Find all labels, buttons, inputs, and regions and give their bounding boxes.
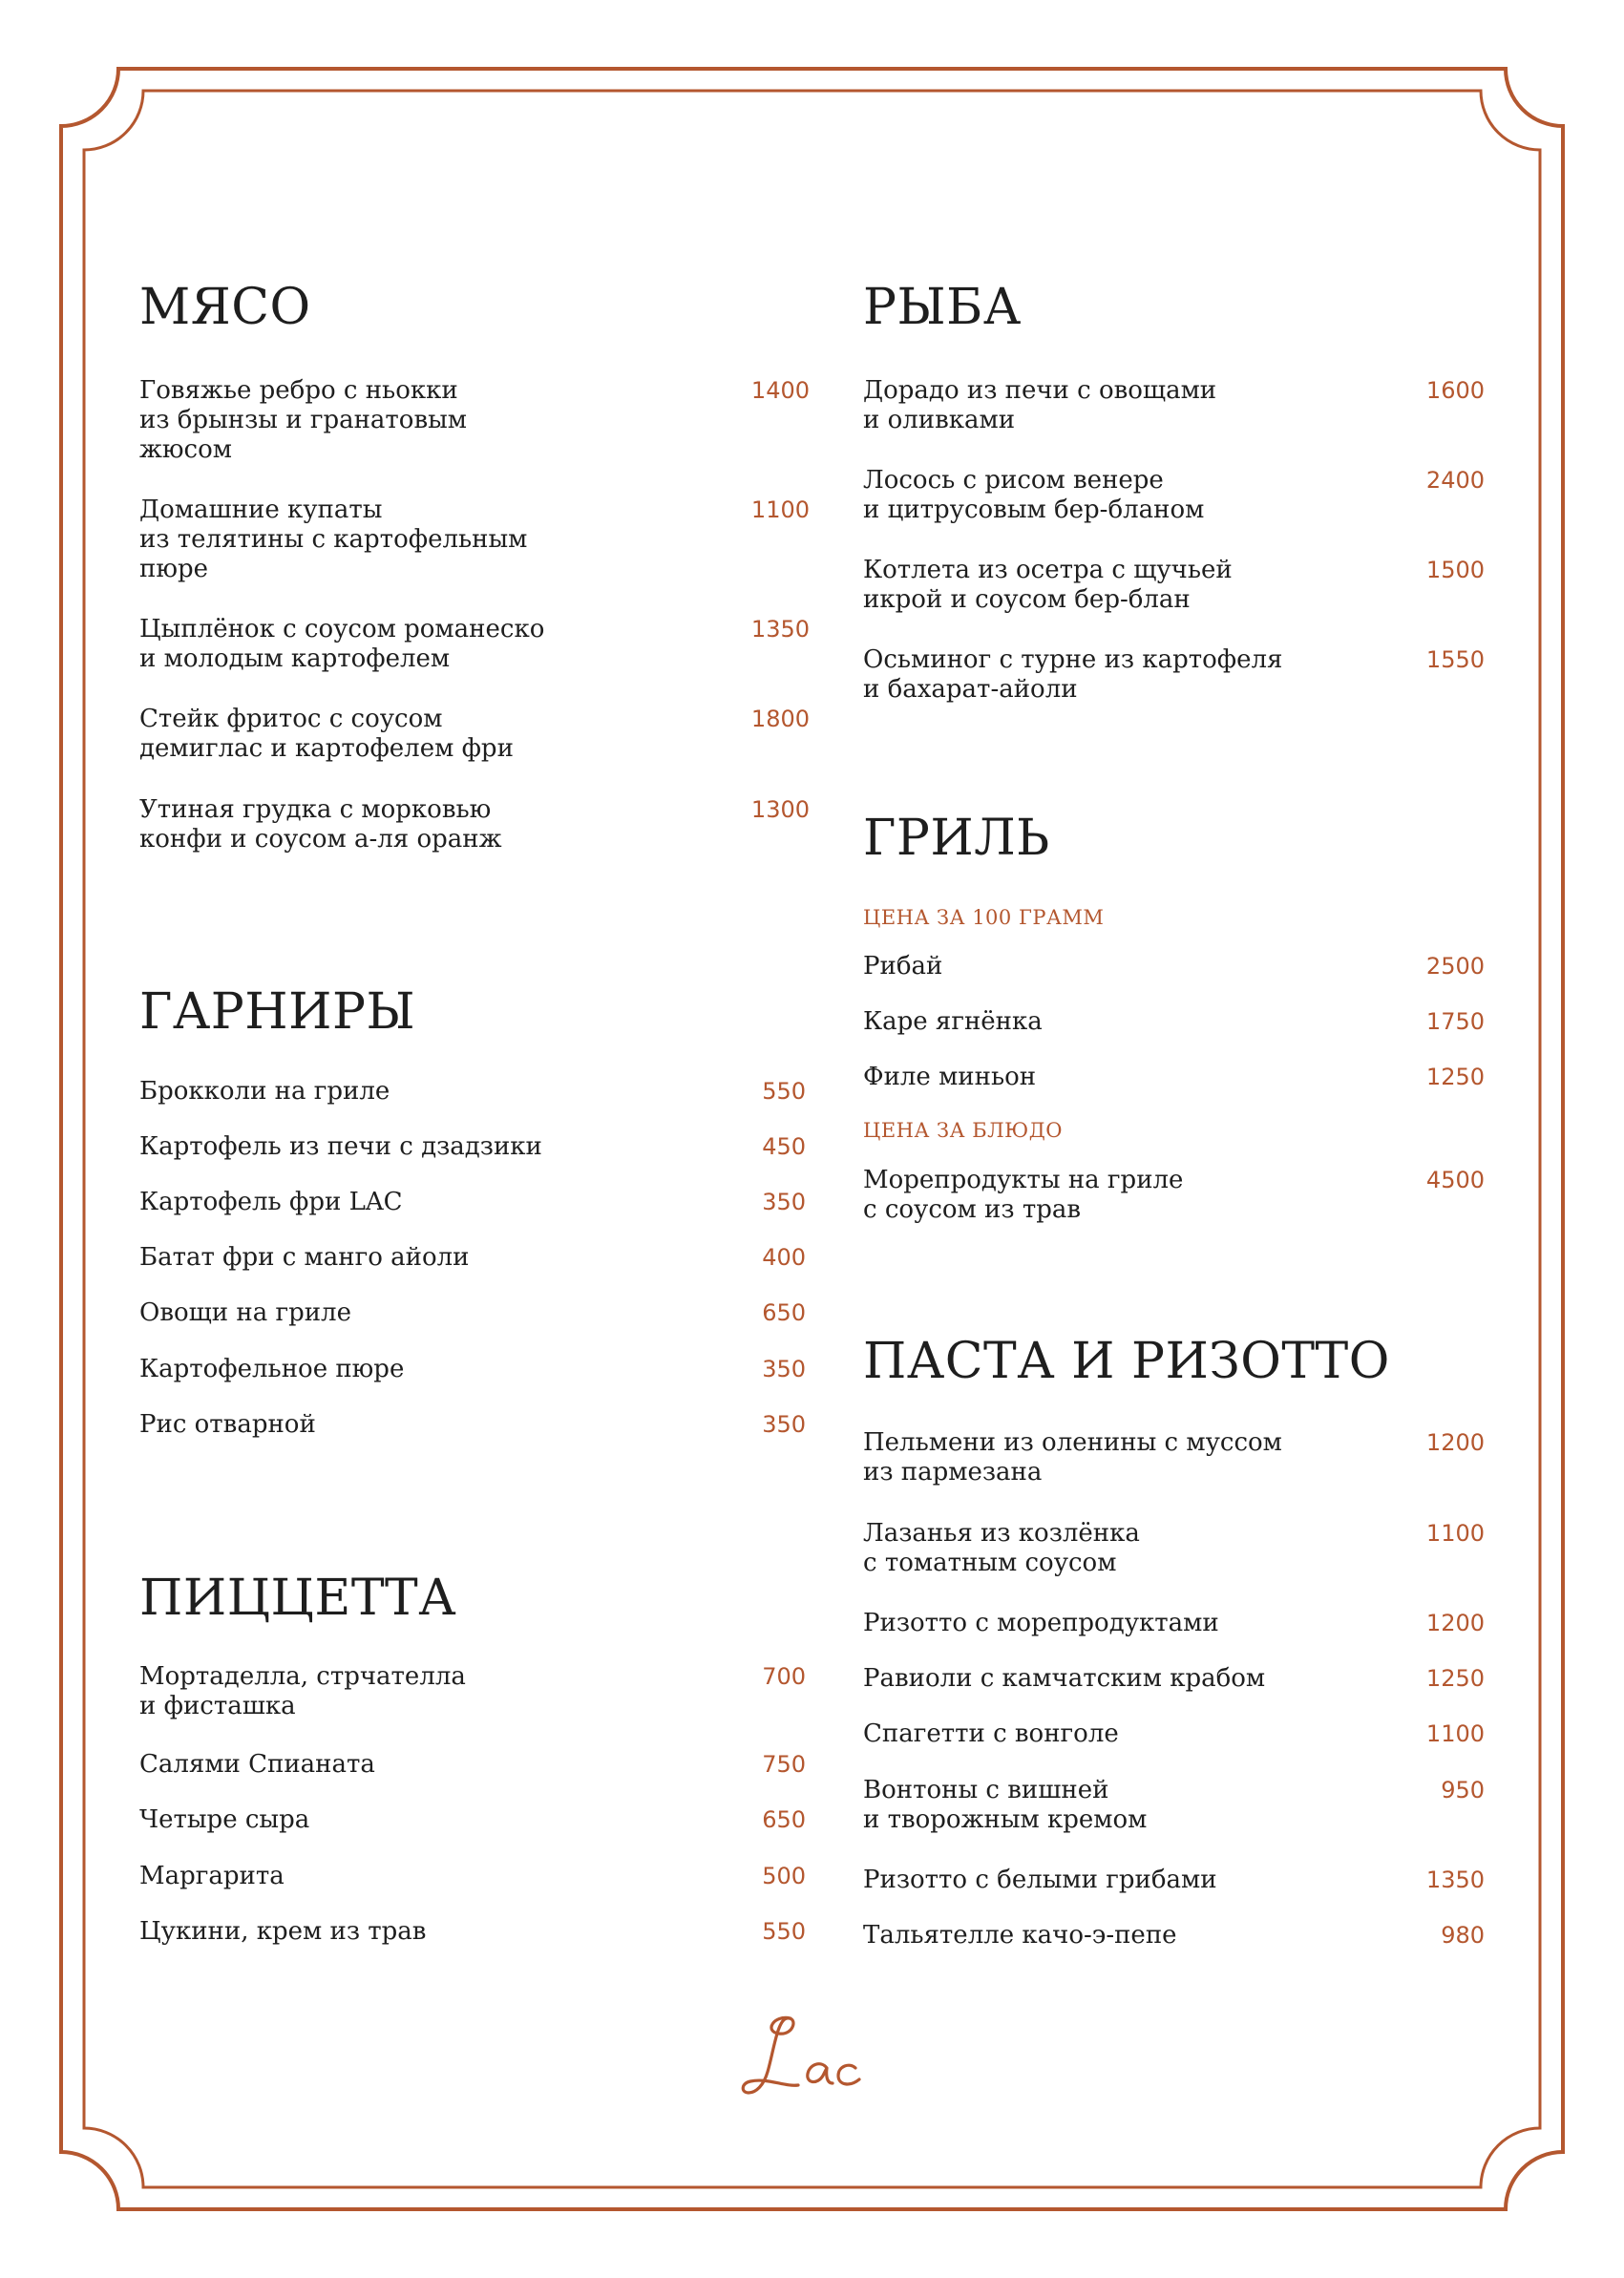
section-pasta bbox=[863, 1333, 1485, 1390]
section-title-pizzetta: ПИЦЦЕТТА bbox=[139, 1570, 457, 1627]
menu-item bbox=[139, 1077, 806, 1107]
menu-item bbox=[863, 1776, 1485, 1835]
item-name: Мортаделла, стрчателла и фисташка bbox=[139, 1662, 466, 1720]
item-price: 1550 bbox=[1425, 646, 1485, 673]
item-price: 4500 bbox=[1425, 1167, 1485, 1193]
menu-item bbox=[139, 1662, 806, 1721]
item-price: 1200 bbox=[1425, 1429, 1485, 1456]
menu-item bbox=[139, 496, 810, 584]
section-title-meat: МЯСО bbox=[139, 279, 311, 336]
menu-item bbox=[863, 466, 1485, 525]
item-name: Стейк фритос с соусом демиглас и картофелем фри bbox=[139, 705, 514, 763]
item-price: 950 bbox=[1441, 1777, 1485, 1803]
item-name: Спагетти с вонголе bbox=[863, 1719, 1119, 1748]
item-price: 2500 bbox=[1425, 953, 1485, 980]
menu-item bbox=[139, 1188, 806, 1217]
menu-item bbox=[139, 1805, 806, 1835]
item-price: 550 bbox=[762, 1078, 806, 1105]
item-price: 1250 bbox=[1425, 1665, 1485, 1692]
item-price: 2400 bbox=[1425, 467, 1485, 494]
item-price: 350 bbox=[762, 1356, 806, 1382]
menu-item bbox=[863, 1664, 1485, 1694]
menu-item bbox=[139, 1917, 806, 1947]
menu-item bbox=[863, 1428, 1485, 1487]
item-price: 650 bbox=[762, 1806, 806, 1833]
item-name: Вонтоны с вишней и творожным кремом bbox=[863, 1776, 1148, 1834]
section-pizzetta bbox=[139, 1570, 758, 1627]
item-price: 1350 bbox=[1425, 1867, 1485, 1893]
item-name: Цыплёнок с соусом романеско и молодым картофелем bbox=[139, 615, 545, 673]
menu-item bbox=[139, 376, 810, 465]
menu-item bbox=[863, 1719, 1485, 1749]
menu-item bbox=[139, 615, 810, 674]
item-price: 1500 bbox=[1425, 557, 1485, 583]
item-name: Каре ягнёнка bbox=[863, 1007, 1043, 1036]
section-title-grill: ГРИЛЬ bbox=[863, 810, 1050, 867]
item-price: 550 bbox=[762, 1918, 806, 1945]
menu-item bbox=[139, 1243, 806, 1273]
item-price: 1100 bbox=[1425, 1720, 1485, 1747]
item-name: Морепродукты на гриле с соусом из трав bbox=[863, 1166, 1184, 1224]
menu-item bbox=[139, 1862, 806, 1891]
menu-item bbox=[863, 376, 1485, 435]
item-name: Брокколи на гриле bbox=[139, 1077, 390, 1106]
menu-item bbox=[863, 1921, 1485, 1951]
item-name: Картофельное пюре bbox=[139, 1355, 405, 1383]
menu-item bbox=[863, 1866, 1485, 1895]
section-fish bbox=[863, 279, 1485, 336]
item-name: Рис отварной bbox=[139, 1410, 316, 1439]
section-meat bbox=[139, 279, 758, 336]
menu-item bbox=[863, 645, 1485, 705]
item-name: Картофель из печи с дзадзики bbox=[139, 1132, 542, 1161]
item-name: Четыре сыра bbox=[139, 1805, 310, 1834]
item-name: Равиоли с камчатским крабом bbox=[863, 1664, 1266, 1693]
item-name: Дорадо из печи с овощами и оливками bbox=[863, 376, 1217, 434]
item-name: Утиная грудка с морковью конфи и соусом а-ля оранж bbox=[139, 795, 502, 854]
item-price: 1250 bbox=[1425, 1064, 1485, 1090]
menu-item bbox=[139, 705, 810, 764]
item-price: 450 bbox=[762, 1133, 806, 1160]
item-price: 1350 bbox=[750, 616, 810, 643]
item-price: 1800 bbox=[750, 706, 810, 732]
item-price: 1600 bbox=[1425, 377, 1485, 404]
item-price: 1100 bbox=[1425, 1520, 1485, 1547]
menu-item bbox=[863, 1063, 1485, 1092]
item-price: 650 bbox=[762, 1299, 806, 1326]
item-name: Пельмени из оленины с муссом из пармезана bbox=[863, 1428, 1282, 1487]
item-name: Ризотто с белыми грибами bbox=[863, 1866, 1217, 1894]
menu-item bbox=[139, 1410, 806, 1440]
section-grill bbox=[863, 810, 1485, 867]
menu-item bbox=[863, 556, 1485, 615]
section-sides bbox=[139, 983, 758, 1041]
item-name: Овощи на гриле bbox=[139, 1298, 351, 1327]
item-price: 1100 bbox=[750, 496, 810, 523]
item-price: 500 bbox=[762, 1863, 806, 1889]
menu-item bbox=[863, 1007, 1485, 1037]
menu-item bbox=[863, 1609, 1485, 1638]
item-price: 1750 bbox=[1425, 1008, 1485, 1035]
item-price: 350 bbox=[762, 1411, 806, 1438]
item-price: 1300 bbox=[750, 796, 810, 823]
item-price: 700 bbox=[762, 1663, 806, 1690]
item-name: Рибай bbox=[863, 952, 943, 981]
section-title-sides: ГАРНИРЫ bbox=[139, 983, 416, 1041]
item-name: Котлета из осетра с щучьей икрой и соусом бер-блан bbox=[863, 556, 1233, 614]
item-price: 750 bbox=[762, 1751, 806, 1778]
lac-logo bbox=[735, 2005, 888, 2110]
section-title-fish: РЫБА bbox=[863, 279, 1022, 336]
item-name: Тальятелле качо-э-пепе bbox=[863, 1921, 1177, 1950]
menu-item bbox=[863, 952, 1485, 981]
item-price: 980 bbox=[1441, 1922, 1485, 1949]
item-name: Лазанья из козлёнка с томатным соусом bbox=[863, 1519, 1140, 1577]
menu-item bbox=[139, 795, 810, 854]
item-name: Осьминог с турне из картофеля и бахарат-айоли bbox=[863, 645, 1283, 704]
item-name: Цукини, крем из трав bbox=[139, 1917, 427, 1946]
item-name: Салями Спианата bbox=[139, 1750, 375, 1779]
item-name: Ризотто с морепродуктами bbox=[863, 1609, 1219, 1637]
menu-item bbox=[139, 1355, 806, 1384]
menu-item bbox=[863, 1519, 1485, 1578]
item-price: 350 bbox=[762, 1189, 806, 1215]
item-price: 400 bbox=[762, 1244, 806, 1271]
menu-item bbox=[139, 1298, 806, 1328]
item-name: Батат фри с манго айоли bbox=[139, 1243, 470, 1272]
item-name: Лосось с рисом венере и цитрусовым бер-бланом bbox=[863, 466, 1205, 524]
item-name: Маргарита bbox=[139, 1862, 285, 1890]
item-name: Картофель фри LAC bbox=[139, 1188, 403, 1216]
menu-item bbox=[139, 1132, 806, 1162]
item-name: Филе миньон bbox=[863, 1063, 1037, 1091]
price-note-per-dish: ЦЕНА ЗА БЛЮДО bbox=[863, 1119, 1064, 1142]
section-title-pasta: ПАСТА И РИЗОТТО bbox=[863, 1333, 1390, 1390]
price-note-per-100g: ЦЕНА ЗА 100 ГРАММ bbox=[863, 906, 1105, 929]
menu-item bbox=[139, 1750, 806, 1780]
item-price: 1400 bbox=[750, 377, 810, 404]
item-price: 1200 bbox=[1425, 1610, 1485, 1636]
item-name: Домашние купаты из телятины с картофельным пюре bbox=[139, 496, 528, 583]
item-name: Говяжье ребро с ньокки из брынзы и гранатовым жюсом bbox=[139, 376, 468, 464]
menu-item bbox=[863, 1166, 1485, 1225]
